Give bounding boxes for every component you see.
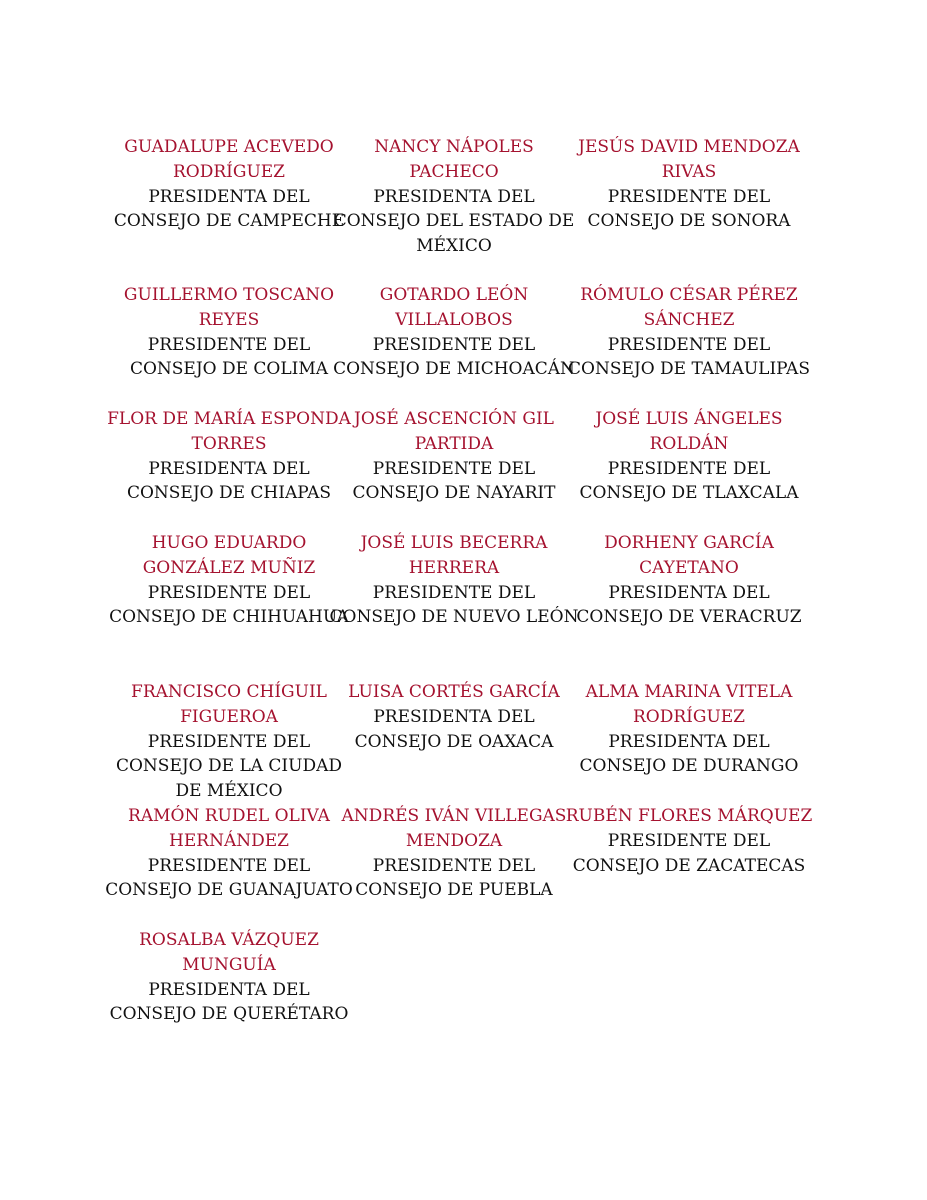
president-name: RÓMULO CÉSAR PÉREZ SÁNCHEZ (580, 285, 798, 330)
council-entry-campeche (104, 135, 354, 234)
council-entry-queretaro (104, 928, 354, 1027)
president-title: PRESIDENTE DEL CONSEJO DE TAMAULIPAS (568, 334, 810, 380)
president-name: FLOR DE MARÍA ESPONDA TORRES (107, 409, 351, 454)
president-name: JOSÉ LUIS ÁNGELES ROLDÁN (595, 409, 783, 454)
president-name: DORHENY GARCÍA CAYETANO (604, 533, 774, 578)
council-entry-tlaxcala (564, 407, 814, 506)
president-title: PRESIDENTE DEL CONSEJO DE COLIMA (129, 334, 329, 380)
council-entry-nuevo-leon (329, 531, 579, 630)
council-entry-tamaulipas (564, 283, 814, 382)
president-title: PRESIDENTE DEL CONSEJO DE LA CIUDAD DE MÉXICO (115, 731, 343, 802)
president-title: PRESIDENTA DEL CONSEJO DEL ESTADO DE MÉXICO (333, 186, 575, 257)
president-title: PRESIDENTE DEL CONSEJO DE TLAXCALA (579, 458, 799, 504)
president-name: JOSÉ ASCENCIÓN GIL PARTIDA (354, 409, 554, 454)
president-name: ANDRÉS IVÁN VILLEGAS MENDOZA (341, 806, 567, 851)
president-name: NANCY NÁPOLES PACHECO (374, 137, 534, 182)
president-name: JOSÉ LUIS BECERRA HERRERA (360, 533, 548, 578)
president-name: FRANCISCO CHÍGUIL FIGUEROA (131, 682, 327, 727)
president-title: PRESIDENTE DEL CONSEJO DE GUANAJUATO (105, 855, 353, 901)
president-title: PRESIDENTA DEL CONSEJO DE OAXACA (354, 706, 554, 752)
council-entry-oaxaca (329, 680, 579, 754)
president-title: PRESIDENTE DEL CONSEJO DE SONORA (587, 186, 791, 232)
president-name: RAMÓN RUDEL OLIVA HERNÁNDEZ (128, 806, 330, 851)
council-entry-nayarit (329, 407, 579, 506)
council-entry-chihuahua (104, 531, 354, 630)
council-entry-chiapas (104, 407, 354, 506)
president-name: HUGO EDUARDO GONZÁLEZ MUÑIZ (142, 533, 316, 578)
president-name: GOTARDO LEÓN VILLALOBOS (379, 285, 529, 330)
council-entry-michoacan (329, 283, 579, 382)
president-name: ROSALBA VÁZQUEZ MUNGUÍA (139, 930, 319, 975)
council-entry-zacatecas (564, 804, 814, 878)
council-entry-colima (104, 283, 354, 382)
president-title: PRESIDENTA DEL CONSEJO DE VERACRUZ (576, 582, 802, 628)
president-title: PRESIDENTA DEL CONSEJO DE QUERÉTARO (109, 979, 349, 1025)
president-title: PRESIDENTA DEL CONSEJO DE DURANGO (579, 731, 799, 777)
president-title: PRESIDENTA DEL CONSEJO DE CHIAPAS (126, 458, 332, 504)
president-title: PRESIDENTE DEL CONSEJO DE CHIHUAHUA (109, 582, 349, 628)
council-entry-estado-de-mexico (329, 135, 579, 259)
president-title: PRESIDENTE DEL CONSEJO DE MICHOACÁN (333, 334, 575, 380)
council-entry-veracruz (564, 531, 814, 630)
president-name: GUILLERMO TOSCANO REYES (123, 285, 335, 330)
president-title: PRESIDENTE DEL CONSEJO DE NUEVO LEÓN (329, 582, 579, 628)
president-name: JESÚS DAVID MENDOZA RIVAS (578, 137, 800, 182)
president-title: PRESIDENTE DEL CONSEJO DE ZACATECAS (572, 830, 806, 876)
council-entry-sonora (564, 135, 814, 234)
president-title: PRESIDENTE DEL CONSEJO DE PUEBLA (355, 855, 553, 901)
president-name: RUBÉN FLORES MÁRQUEZ (565, 806, 813, 826)
president-title: PRESIDENTE DEL CONSEJO DE NAYARIT (352, 458, 556, 504)
council-entry-durango (564, 680, 814, 779)
council-entry-guanajuato (104, 804, 354, 903)
council-entry-puebla (329, 804, 579, 903)
president-name: GUADALUPE ACEVEDO RODRÍGUEZ (124, 137, 334, 182)
president-name: LUISA CORTÉS GARCÍA (348, 682, 560, 702)
council-entry-ciudad-de-mexico (104, 680, 354, 804)
president-title: PRESIDENTA DEL CONSEJO DE CAMPECHE (113, 186, 345, 232)
president-name: ALMA MARINA VITELA RODRÍGUEZ (585, 682, 793, 727)
